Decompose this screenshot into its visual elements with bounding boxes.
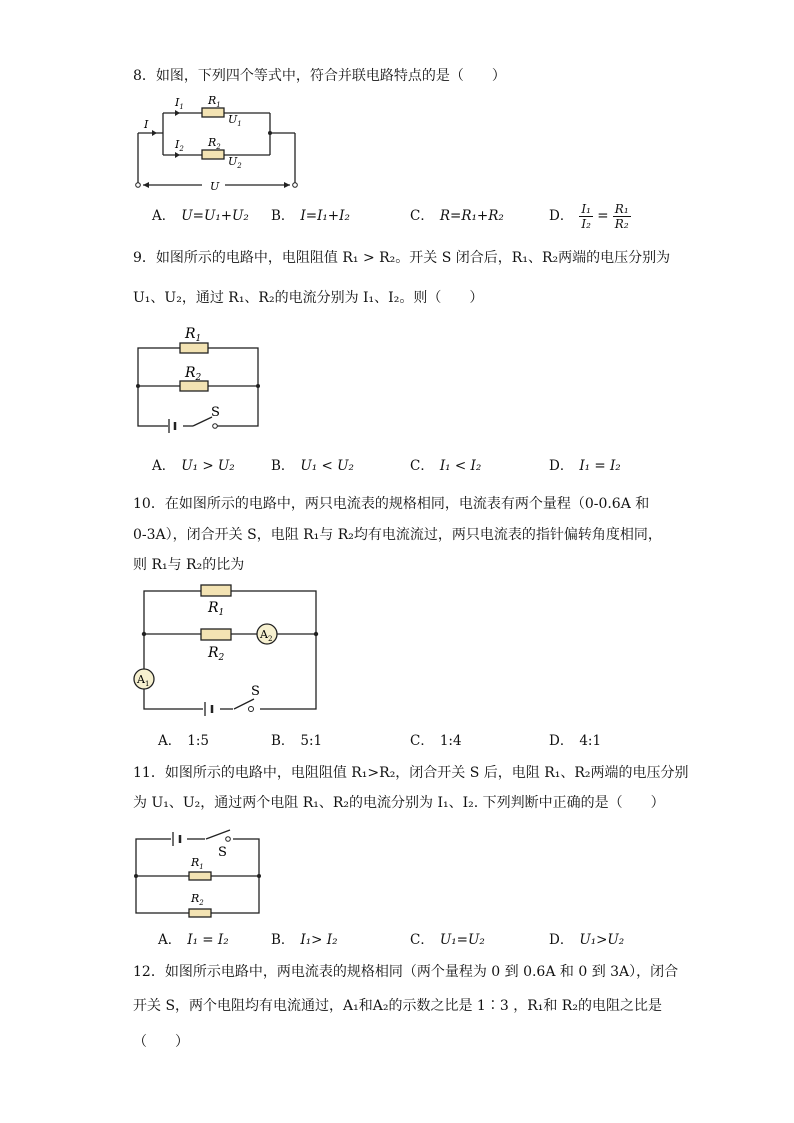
q8-option-a[interactable]: A． U=U₁+U₂	[152, 208, 249, 224]
q10-option-b[interactable]: B． 5:1	[271, 733, 323, 749]
svg-text:R1	[184, 326, 201, 344]
svg-text:R2	[207, 645, 225, 663]
q8-label-u2: U	[228, 155, 238, 168]
q9-stem-line2: U₁、U₂，通过 R₁、R₂的电流分别为 I₁、I₂。则（ ）	[133, 290, 484, 306]
q11-label-s: S	[218, 845, 227, 860]
q9-option-b[interactable]: B． U₁ < U₂	[271, 458, 354, 474]
q9-label-s: S	[211, 405, 220, 420]
q11-label-r1: R	[191, 856, 200, 869]
q11-option-a[interactable]: A． I₁ = I₂	[158, 932, 229, 948]
q9-label-r2: R	[185, 365, 196, 381]
q8-label-r2-sub: 2	[216, 143, 221, 151]
q11-label-r2: R	[191, 892, 200, 905]
q10-stem-line3: 则 R₁与 R₂的比为	[133, 557, 245, 573]
q8-option-d-fraction-left: $\frac{\text{I₁}}{\text{I₂}}$	[581, 202, 591, 231]
svg-text:R1	[207, 94, 221, 109]
q8-circuit-diagram	[130, 95, 310, 195]
q9-option-c[interactable]: C． I₁ < I₂	[410, 458, 482, 474]
svg-text:I2	[174, 138, 184, 153]
q10-circuit-diagram	[130, 582, 325, 727]
q9-label-r1: R	[185, 326, 196, 342]
svg-text:U2	[228, 155, 242, 170]
q8-option-d-fraction-right: $\frac{\text{R₁}}{\text{R₂}}$	[614, 202, 629, 231]
q10-label-r1-sub: 1	[218, 608, 225, 618]
q10-label-a2: A	[260, 628, 268, 641]
q11-label-r1-sub: 1	[199, 863, 204, 871]
q8-label-r1: R	[208, 94, 217, 107]
q10-label-a1: A	[137, 673, 145, 686]
svg-text:R2	[207, 136, 221, 151]
q11-stem-line2: 为 U₁、U₂，通过两个电阻 R₁、R₂的电流分别为 I₁、I₂. 下列判断中正确的是（ ）	[133, 795, 665, 811]
q12-stem-line2: 开关 S，两个电阻均有电流通过，A₁和A₂的示数之比是 1∶3 ，R₁和 R₂的电阻之比是	[133, 998, 662, 1014]
q10-option-a[interactable]: A． 1:5	[158, 733, 209, 749]
q10-option-d[interactable]: D． 4:1	[549, 733, 602, 749]
q9-label-r1-sub: 1	[195, 334, 202, 344]
q8-label-r1-sub: 1	[216, 101, 221, 109]
q11-stem-line1: 11．如图所示的电路中，电阻阻值 R₁>R₂，闭合开关 S 后，电阻 R₁、R₂两端的电压分别	[133, 765, 689, 781]
q10-label-r2-sub: 2	[218, 653, 225, 663]
q11-label-r2-sub: 2	[199, 899, 204, 907]
q11-option-c[interactable]: C． U₁=U₂	[410, 932, 485, 948]
q10-stem-line1: 10．在如图所示的电路中，两只电流表的规格相同，电流表有两个量程（0-0.6A 和	[133, 496, 650, 512]
q11-option-d[interactable]: D． U₁>U₂	[549, 932, 625, 948]
q8-label-i2: I	[175, 138, 180, 151]
q9-option-a[interactable]: A． U₁ > U₂	[152, 458, 235, 474]
q11-circuit-diagram	[133, 825, 268, 920]
q8-label-u1: U	[228, 113, 238, 126]
q8-option-c[interactable]: C． R=R₁+R₂	[410, 208, 504, 224]
q8-label-u: U	[210, 180, 220, 193]
q9-stem-line1: 9．如图所示的电路中，电阻阻值 R₁ > R₂。开关 S 闭合后，R₁、R₂两端的电压分别为	[133, 250, 671, 266]
svg-text:R2	[190, 892, 204, 907]
svg-text:R2	[184, 365, 202, 383]
q10-option-c[interactable]: C． 1:4	[410, 733, 462, 749]
q8-option-b[interactable]: B． I=I₁+I₂	[271, 208, 350, 224]
q11-option-b[interactable]: B． I₁> I₂	[271, 932, 338, 948]
q9-circuit-diagram	[135, 320, 265, 440]
svg-text:I1	[174, 96, 184, 111]
q8-label-i1-sub: 1	[179, 103, 184, 111]
q8-label-r2: R	[208, 136, 217, 149]
q10-label-r2: R	[208, 645, 219, 661]
svg-text:R1	[190, 856, 204, 871]
q12-stem-line3: （ ）	[133, 1034, 189, 1050]
q8-option-d[interactable]: D． $\frac{\text{I₁}}{\text{I₂}}$ = $\frac{\text{R₁}}{\text{R₂}}$	[549, 202, 629, 231]
svg-text:R1	[207, 600, 224, 618]
q10-label-a1-sub: 1	[144, 680, 150, 688]
q8-label-i2-sub: 2	[179, 145, 184, 153]
q8-label-u1-sub: 1	[237, 120, 242, 128]
q9-option-d[interactable]: D． I₁ = I₂	[549, 458, 621, 474]
q10-label-r1: R	[208, 600, 219, 616]
q8-label-i1: I	[175, 96, 180, 109]
q8-label-u2-sub: 2	[237, 162, 242, 170]
q8-stem: 8．如图，下列四个等式中，符合并联电路特点的是（ ）	[133, 68, 506, 84]
q10-stem-line2: 0-3A），闭合开关 S，电阻 R₁与 R₂均有电流流过，两只电流表的指针偏转角度相同，	[133, 527, 662, 543]
q10-label-a2-sub: 2	[267, 635, 273, 643]
q10-label-s: S	[251, 684, 260, 699]
q8-label-i: I	[144, 118, 149, 131]
q12-stem-line1: 12．如图所示电路中，两电流表的规格相同（两个量程为 0 到 0.6A 和 0 到 3A），闭合	[133, 964, 679, 980]
svg-text:U1	[228, 113, 242, 128]
q9-label-r2-sub: 2	[195, 373, 202, 383]
